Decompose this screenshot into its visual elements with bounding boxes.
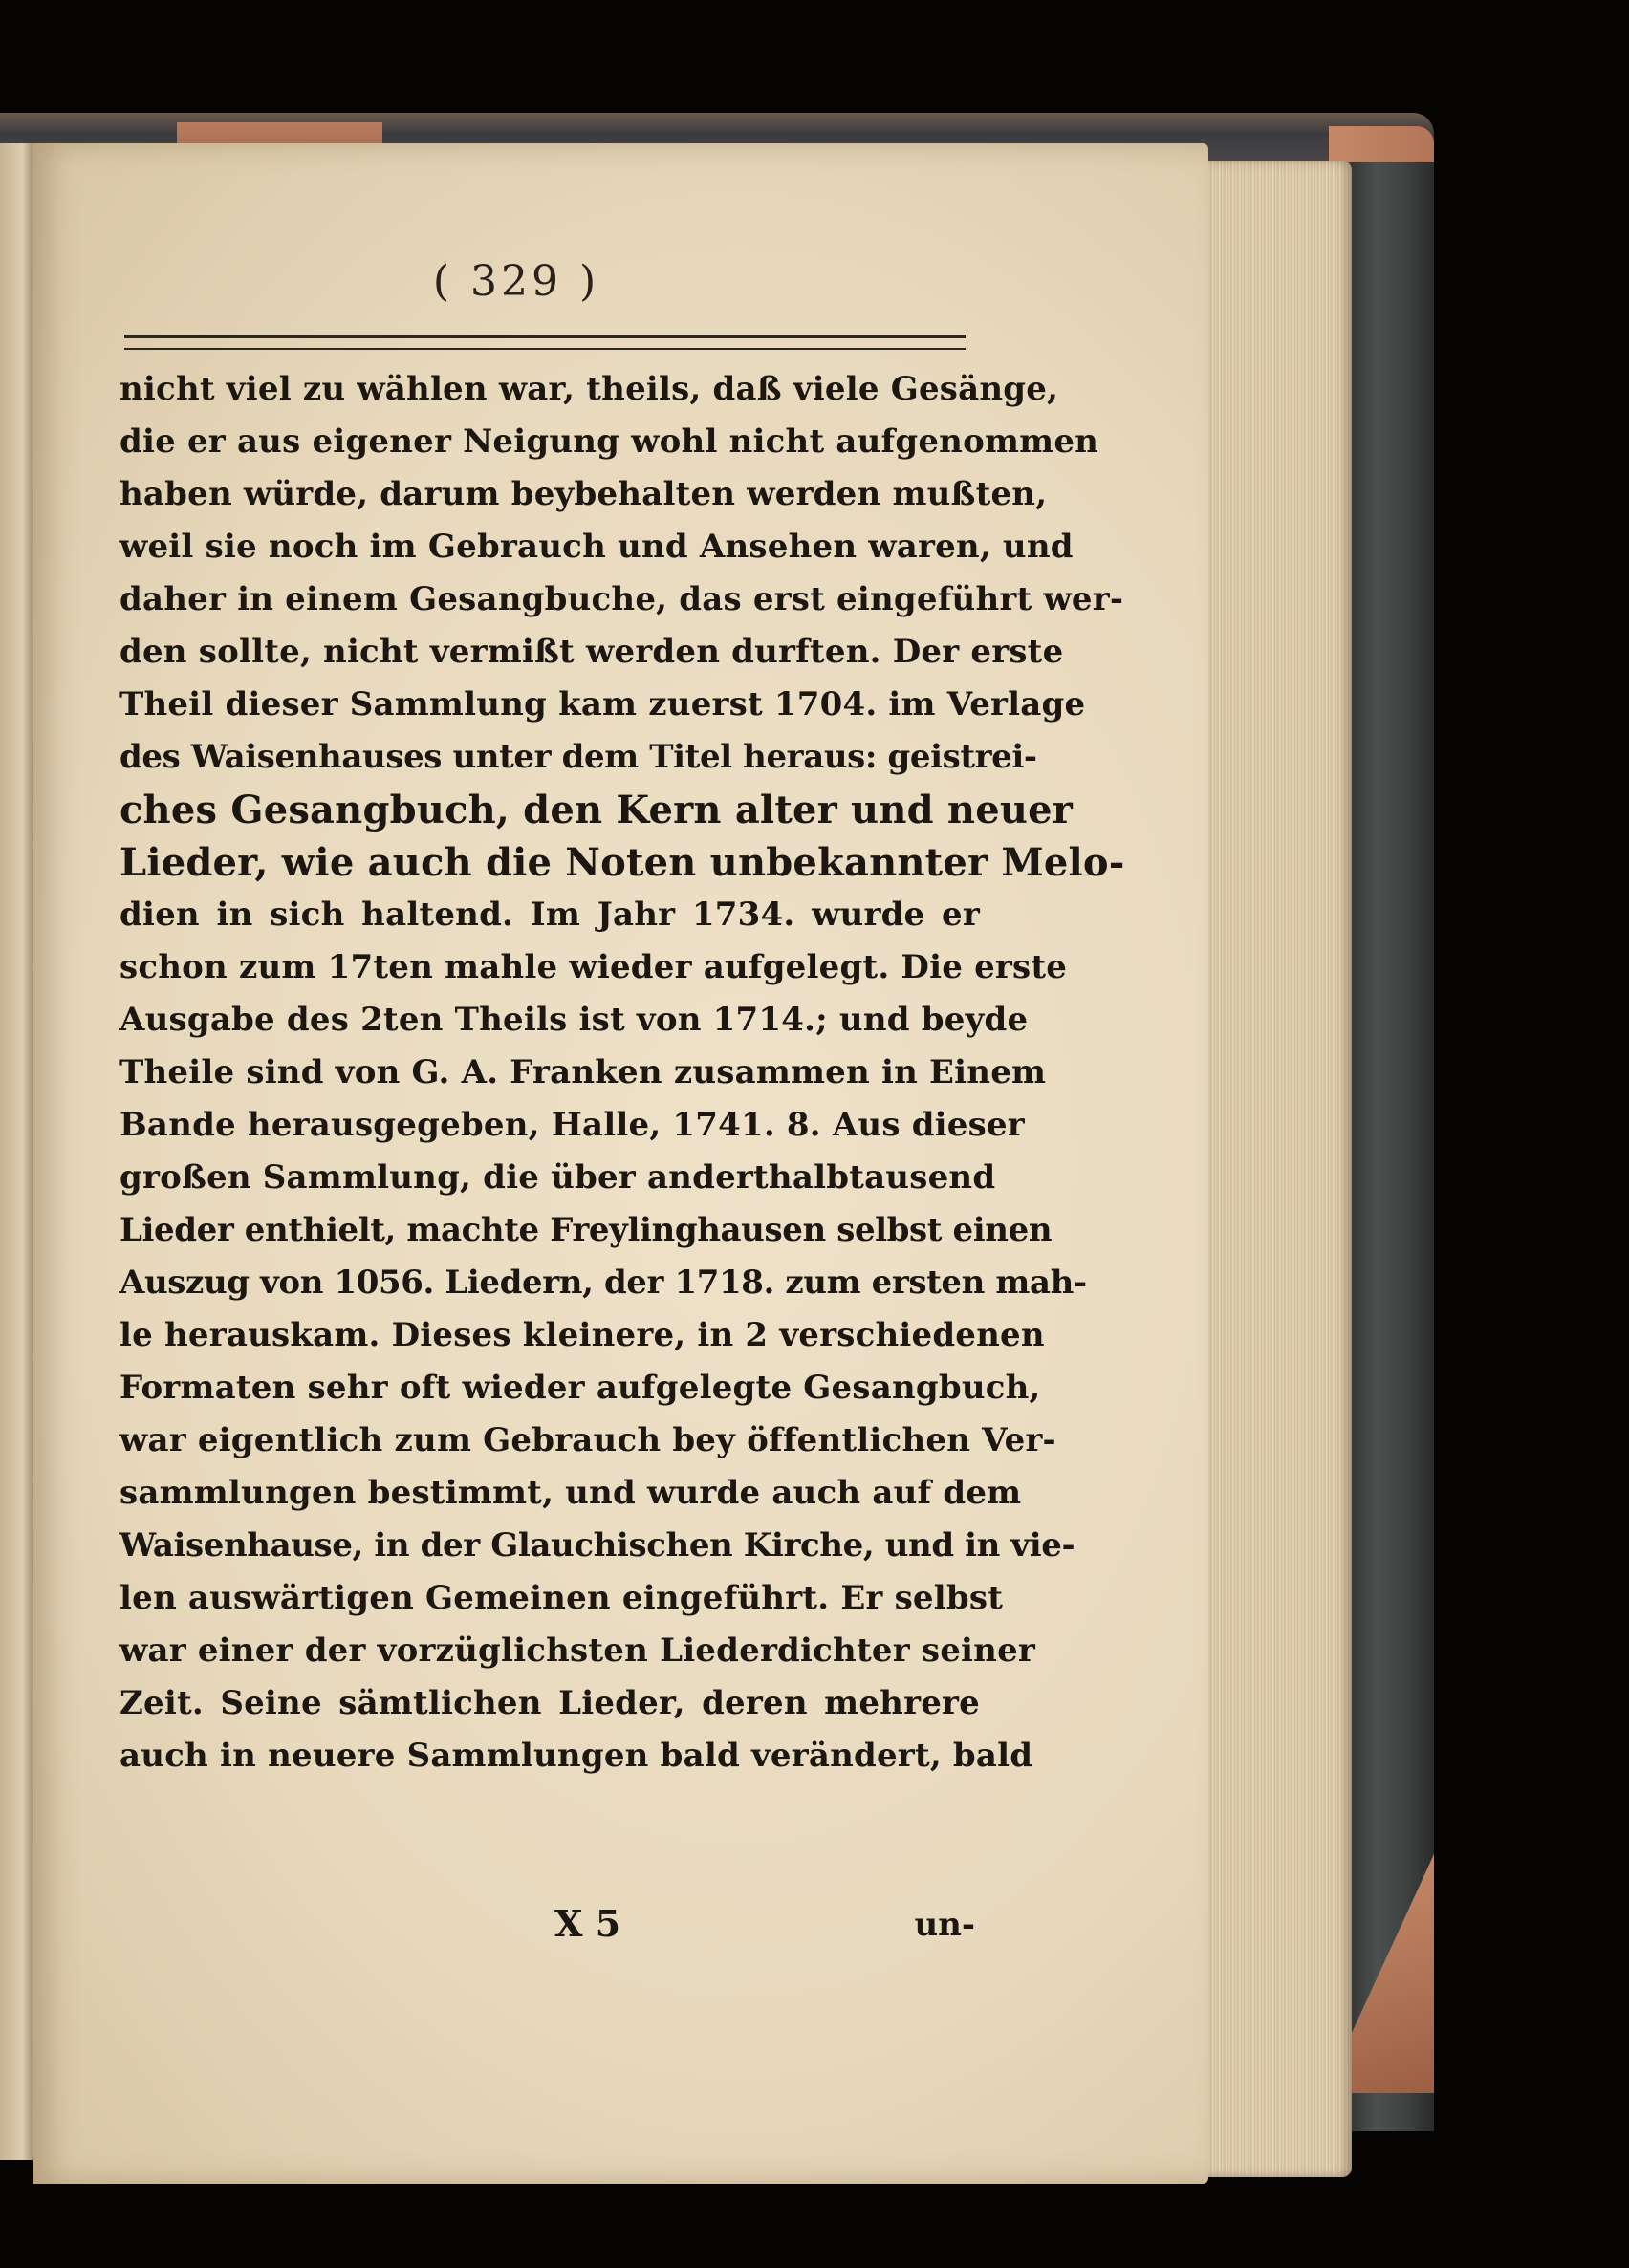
text-line: Theile sind von G. A. Franken zusammen in Einem [119,1053,1047,1091]
text-line: den sollte, nicht vermißt werden durften. Der erste [119,633,1064,671]
text-line: großen Sammlung, die über anderthalbtausend [119,1158,996,1197]
page-block-fore-edge [1208,161,1352,2177]
text-line: Waisenhause, in der Glauchischen Kirche, und in vie- [119,1526,1075,1565]
text-line: Formaten sehr oft wieder aufgelegte Gesangbuch, [119,1369,1041,1407]
text-line: sammlungen bestimmt, und wurde auch auf dem [119,1474,1022,1512]
text-line: war eigentlich zum Gebrauch bey öffentlichen Ver- [119,1421,1056,1459]
text-line: nicht viel zu wählen war, theils, daß viele Gesänge, [119,370,1059,408]
text-line: auch in neuere Sammlungen bald verändert, bald [119,1737,1033,1775]
text-line-emphasis: Lieder, wie auch die Noten unbekannter Melo- [119,840,1125,885]
text-line: Zeit. Seine sämtlichen Lieder, deren mehrere [119,1684,980,1722]
page-number-header: ( 329 ) [432,257,600,306]
text-line: Bande herausgegeben, Halle, 1741. 8. Aus dieser [119,1106,1025,1144]
text-line: des Waisenhauses unter dem Titel heraus: geistrei- [119,738,1037,776]
text-line: schon zum 17ten mahle wieder aufgelegt. Die erste [119,948,1068,986]
signature-mark: X 5 [554,1902,621,1945]
text-line: Ausgabe des 2ten Theils ist von 1714.; und beyde [119,1001,1029,1039]
text-line: die er aus eigener Neigung wohl nicht aufgenommen [119,422,1099,461]
facing-page-edge [0,143,33,2160]
text-line: len auswärtigen Gemeinen eingeführt. Er selbst [119,1579,1004,1617]
text-line: Auszug von 1056. Liedern, der 1718. zum ersten mah- [119,1264,1087,1302]
catchword: un- [914,1906,975,1944]
page-body-text [119,363,1125,1892]
text-line: weil sie noch im Gebrauch und Ansehen waren, und [119,528,1074,566]
text-line: dien in sich haltend. Im Jahr 1734. wurde er [119,896,980,934]
text-line: Theil dieser Sammlung kam zuerst 1704. im Verlage [119,685,1086,724]
header-rule [124,335,966,350]
page-footer [554,1902,975,1950]
text-line: haben würde, darum beybehalten werden mußten, [119,475,1048,513]
text-line: le herauskam. Dieses kleinere, in 2 verschiedenen [119,1316,1045,1354]
text-line-emphasis: ches Gesangbuch, den Kern alter und neuer [119,788,1074,832]
text-line: daher in einem Gesangbuche, das erst eingeführt wer- [119,580,1124,618]
text-line: Lieder enthielt, machte Freylinghausen selbst einen [119,1211,1053,1249]
book-cover-board [1338,162,1434,2131]
text-line: war einer der vorzüglichsten Liederdichter seiner [119,1631,1036,1670]
